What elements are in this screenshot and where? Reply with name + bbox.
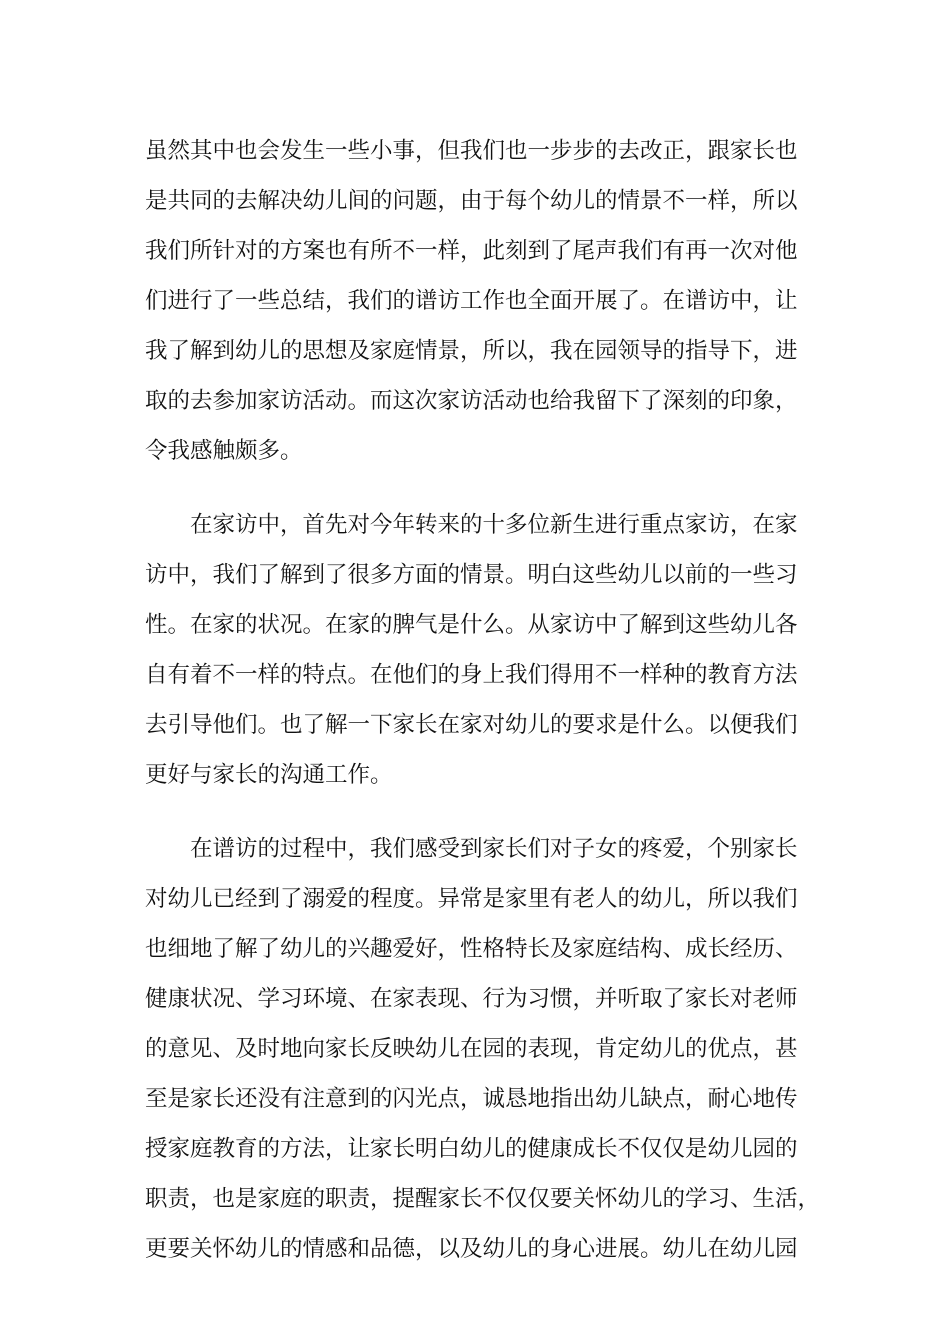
text-line: 取的去参加家访活动。而这次家访活动也给我留下了深刻的印象， [145, 388, 798, 414]
paragraph-spacer [145, 476, 835, 500]
paragraph-3 [145, 824, 835, 1274]
text-line: 也细地了解了幼儿的兴趣爱好，性格特长及家庭结构、成长经历、 [145, 936, 798, 962]
text-line: 更要关怀幼儿的情感和品德，以及幼儿的身心进展。幼儿在幼儿园 [145, 1236, 798, 1262]
text-line: 令我感触颇多。 [145, 438, 303, 464]
text-line: 我了解到幼儿的思想及家庭情景，所以，我在园领导的指导下，进 [145, 338, 798, 364]
text-line: 健康状况、学习环境、在家表现、行为习惯，并听取了家长对老师 [145, 986, 798, 1012]
text-line: 去引导他们。也了解一下家长在家对幼儿的要求是什么。以便我们 [145, 712, 798, 738]
text-line: 性。在家的状况。在家的脾气是什么。从家访中了解到这些幼儿各 [145, 612, 798, 638]
text-line: 的意见、及时地向家长反映幼儿在园的表现，肯定幼儿的优点，甚 [145, 1036, 798, 1062]
text-line: 访中，我们了解到了很多方面的情景。明白这些幼儿以前的一些习 [145, 562, 798, 588]
text-line: 在谱访的过程中，我们感受到家长们对子女的疼爱，个别家长 [145, 836, 798, 862]
paragraph-1 [145, 126, 835, 476]
paragraph-spacer [145, 800, 835, 824]
text-line: 自有着不一样的特点。在他们的身上我们得用不一样种的教育方法 [145, 662, 798, 688]
text-line: 至是家长还没有注意到的闪光点，诚恳地指出幼儿缺点，耐心地传 [145, 1086, 798, 1112]
paragraph-2 [145, 500, 835, 800]
text-line: 虽然其中也会发生一些小事，但我们也一步步的去改正，跟家长也 [145, 138, 798, 164]
text-line: 我们所针对的方案也有所不一样，此刻到了尾声我们有再一次对他 [145, 238, 798, 264]
text-line: 授家庭教育的方法，让家长明白幼儿的健康成长不仅仅是幼儿园的 [145, 1136, 798, 1162]
body-text [145, 126, 835, 1274]
text-line: 在家访中，首先对今年转来的十多位新生进行重点家访，在家 [145, 512, 798, 538]
text-line: 们进行了一些总结，我们的谱访工作也全面开展了。在谱访中，让 [145, 288, 798, 314]
text-line: 对幼儿已经到了溺爱的程度。异常是家里有老人的幼儿，所以我们 [145, 886, 798, 912]
text-line: 是共同的去解决幼儿间的问题，由于每个幼儿的情景不一样，所以 [145, 188, 798, 214]
text-line: 更好与家长的沟通工作。 [145, 762, 393, 788]
text-line: 职责，也是家庭的职责，提醒家长不仅仅要关怀幼儿的学习、生活， [145, 1186, 821, 1212]
